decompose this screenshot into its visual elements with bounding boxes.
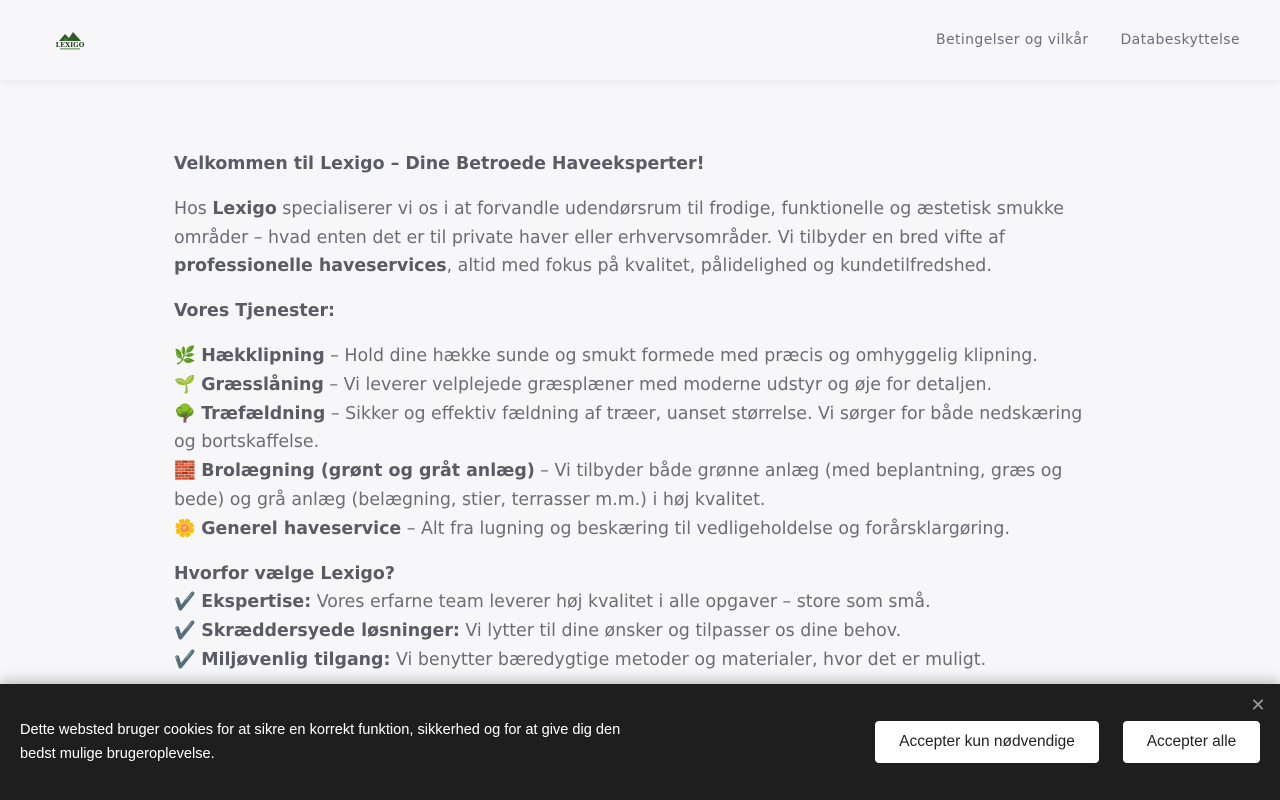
- checkmark-icon: ✔️: [174, 649, 196, 670]
- logo-text: LEXIGO: [55, 41, 85, 49]
- nav-link-privacy[interactable]: Databeskyttelse: [1120, 32, 1240, 48]
- cookie-banner: [0, 684, 1280, 800]
- seedling-icon: 🌱: [174, 374, 196, 395]
- why-heading: Hvorfor vælge Lexigo?: [174, 563, 395, 584]
- checkmark-icon: ✔️: [174, 621, 196, 642]
- hedge-icon: 🌿: [174, 345, 196, 366]
- service-title: Brolægning (grønt og gråt anlæg): [201, 461, 535, 482]
- service-title: Græsslåning: [201, 374, 324, 395]
- why-item: [174, 621, 901, 641]
- close-icon[interactable]: ✕: [1250, 695, 1266, 716]
- cookie-message: Dette websted bruger cookies for at sikre en korrekt funktion, sikkerhed og for at give dig den bedst mulige brugeroplevelse.: [20, 722, 621, 762]
- intro-heading: Velkommen til Lexigo – Dine Betroede Haveeksperter!: [174, 154, 705, 174]
- service-item: [174, 461, 1062, 510]
- why-item: [174, 650, 986, 670]
- service-title: Træfældning: [201, 403, 326, 424]
- site-header: [0, 0, 1280, 80]
- intro-text-1: Hos: [174, 198, 213, 219]
- accept-necessary-button[interactable]: Accepter kun nødvendige: [875, 721, 1099, 763]
- intro-bold: professionelle haveservices: [174, 256, 447, 277]
- flower-icon: 🌼: [174, 518, 196, 539]
- why-text: Vi lytter til dine ønsker og tilpasser os dine behov.: [459, 621, 902, 642]
- nav-link-terms[interactable]: Betingelser og vilkår: [935, 32, 1089, 48]
- checkmark-icon: ✔️: [174, 592, 196, 613]
- brick-icon: 🧱: [174, 461, 196, 482]
- main-nav: [936, 0, 1240, 80]
- logo[interactable]: [55, 29, 85, 51]
- services-heading: Vores Tjenester:: [174, 301, 336, 322]
- service-title: Generel haveservice: [201, 518, 402, 539]
- intro-text-2: specialiserer vi os i at forvandle udendørsrum til frodige, funktionelle og æstetisk smukke områder – hvad enten det er til private haver eller erhvervsområder. Vi tilbyder en bred vifte af: [174, 198, 1065, 248]
- why-item: [174, 592, 931, 612]
- intro-brand: Lexigo: [212, 198, 277, 219]
- why-section: [174, 560, 1106, 675]
- logo-icon: [55, 29, 85, 51]
- service-item: [174, 375, 992, 395]
- intro-paragraph: [174, 195, 1106, 281]
- why-text: Vores erfarne team leverer høj kvalitet i alle opgaver – store som små.: [311, 592, 931, 613]
- why-title: Miljøvenlig tilgang:: [201, 649, 391, 670]
- service-text: – Sikker og effektiv fældning af træer, uanset størrelse. Vi sørger for både nedskæring og bortskaffelse.: [174, 403, 1083, 453]
- why-title: Ekspertise:: [201, 592, 312, 613]
- main-content: [174, 150, 1106, 691]
- service-text: – Vi tilbyder både grønne anlæg (med beplantning, græs og bede) og grå anlæg (belægning, stier, terrasser m.m.) i høj kvalitet.: [174, 461, 1063, 510]
- why-text: Vi benytter bæredygtige metoder og materialer, hvor det er muligt.: [390, 649, 987, 670]
- service-item: [174, 404, 1082, 453]
- why-title: Skræddersyede løsninger:: [201, 621, 460, 642]
- service-text: – Alt fra lugning og beskæring til vedligeholdelse og forårsklargøring.: [401, 518, 1010, 539]
- accept-all-button[interactable]: Accepter alle: [1123, 721, 1260, 763]
- service-item: [174, 346, 1038, 366]
- intro-text-3: , altid med fokus på kvalitet, pålidelighed og kundetilfredshed.: [446, 256, 992, 277]
- services-list: [174, 342, 1106, 544]
- service-text: – Vi leverer velplejede græsplæner med moderne udstyr og øje for detaljen.: [323, 374, 992, 395]
- service-title: Hækklipning: [201, 345, 325, 366]
- service-text: – Hold dine hække sunde og smukt formede med præcis og omhyggelig klipning.: [324, 345, 1038, 366]
- service-item: [174, 519, 1010, 539]
- tree-icon: 🌳: [174, 403, 196, 424]
